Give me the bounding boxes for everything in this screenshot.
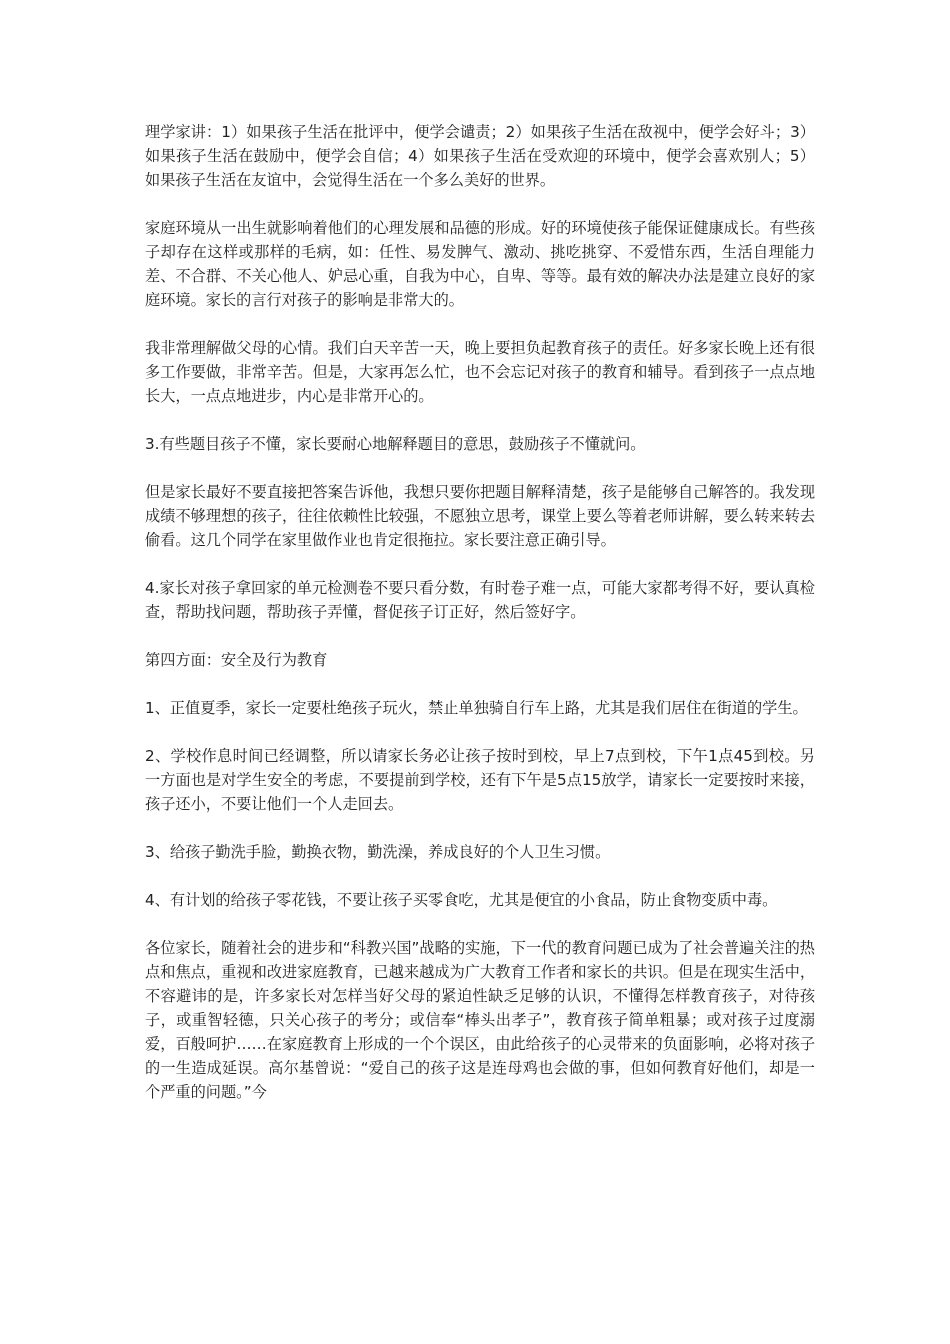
paragraph-dont-give-answers: 但是家长最好不要直接把答案告诉他，我想只要你把题目解释清楚，孩子是能够自己解答的。我发现成绩不够理想的孩子，往往依赖性比较强，不愿独立思考，课堂上要么等着老师讲解，要么转来转去偷看。这几个同学在家里做作业也肯定很拖拉。家长要注意正确引导。 [145,483,815,549]
paragraph-parents-feelings: 我非常理解做父母的心情。我们白天辛苦一天，晚上要担负起教育孩子的责任。好多家长晚上还有很多工作要做，非常辛苦。但是，大家再怎么忙，也不会忘记对孩子的教育和辅导。看到孩子一点点地长大，一点点地进步，内心是非常开心的。 [145,339,815,405]
paragraph-family-environment: 家庭环境从一出生就影响着他们的心理发展和品德的形成。好的环境使孩子能保证健康成长。有些孩子却存在这样或那样的毛病，如：任性、易发脾气、激动、挑吃挑穿、不爱惜东西，生活自理能力差、不合群、不关心他人、妒忌心重，自我为中心，自卑、等等。最有效的解决办法是建立良好的家庭环境。家长的言行对孩子的影响是非常大的。 [145,219,815,309]
paragraph-psychologist-quote: 理学家讲：1）如果孩子生活在批评中，便学会谴责；2）如果孩子生活在敌视中，便学会好斗；3）如果孩子生活在鼓励中，便学会自信；4）如果孩子生活在受欢迎的环境中，便学会喜欢别人；5）如果孩子生活在友谊中，会觉得生活在一个多么美好的世界。 [145,123,815,189]
paragraph-point-3: 3.有些题目孩子不懂，家长要耐心地解释题目的意思，鼓励孩子不懂就问。 [145,435,646,453]
safety-item-3: 3、给孩子勤洗手脸，勤换衣物，勤洗澡，养成良好的个人卫生习惯。 [145,843,611,861]
document-body [145,120,815,1128]
section-heading-safety: 第四方面：安全及行为教育 [145,651,328,669]
safety-item-1: 1、正值夏季，家长一定要杜绝孩子玩火，禁止单独骑自行车上路，尤其是我们居住在街道的学生。 [145,699,808,717]
safety-item-4: 4、有计划的给孩子零花钱，不要让孩子买零食吃，尤其是便宜的小食品，防止食物变质中毒。 [145,891,778,909]
paragraph-closing-remarks: 各位家长，随着社会的进步和“科教兴国”战略的实施，下一代的教育问题已成为了社会普遍关注的热点和焦点，重视和改进家庭教育，已越来越成为广大教育工作者和家长的共识。但是在现实生活中，不容避讳的是，许多家长对怎样当好父母的紧迫性缺乏足够的认识，不懂得怎样教育孩子，对待孩子，或重智轻德，只关心孩子的考分；或信奉“棒头出孝子”，教育孩子简单粗暴；或对孩子过度溺爱，百般呵护……在家庭教育上形成的一个个误区，由此给孩子的心灵带来的负面影响，必将对孩子的一生造成延误。高尔基曾说：“爱自己的孩子这是连母鸡也会做的事，但如何教育好他们，却是一个严重的问题。”今 [145,939,815,1101]
safety-item-2: 2、学校作息时间已经调整，所以请家长务必让孩子按时到校，早上7点到校，下午1点45到校。另一方面也是对学生安全的考虑，不要提前到学校，还有下午是5点15放学，请家长一定要按时来接，孩子还小，不要让他们一个人走回去。 [145,747,815,813]
paragraph-point-4: 4.家长对孩子拿回家的单元检测卷不要只看分数，有时卷子难一点，可能大家都考得不好，要认真检查，帮助找问题，帮助孩子弄懂，督促孩子订正好，然后签好字。 [145,579,815,621]
